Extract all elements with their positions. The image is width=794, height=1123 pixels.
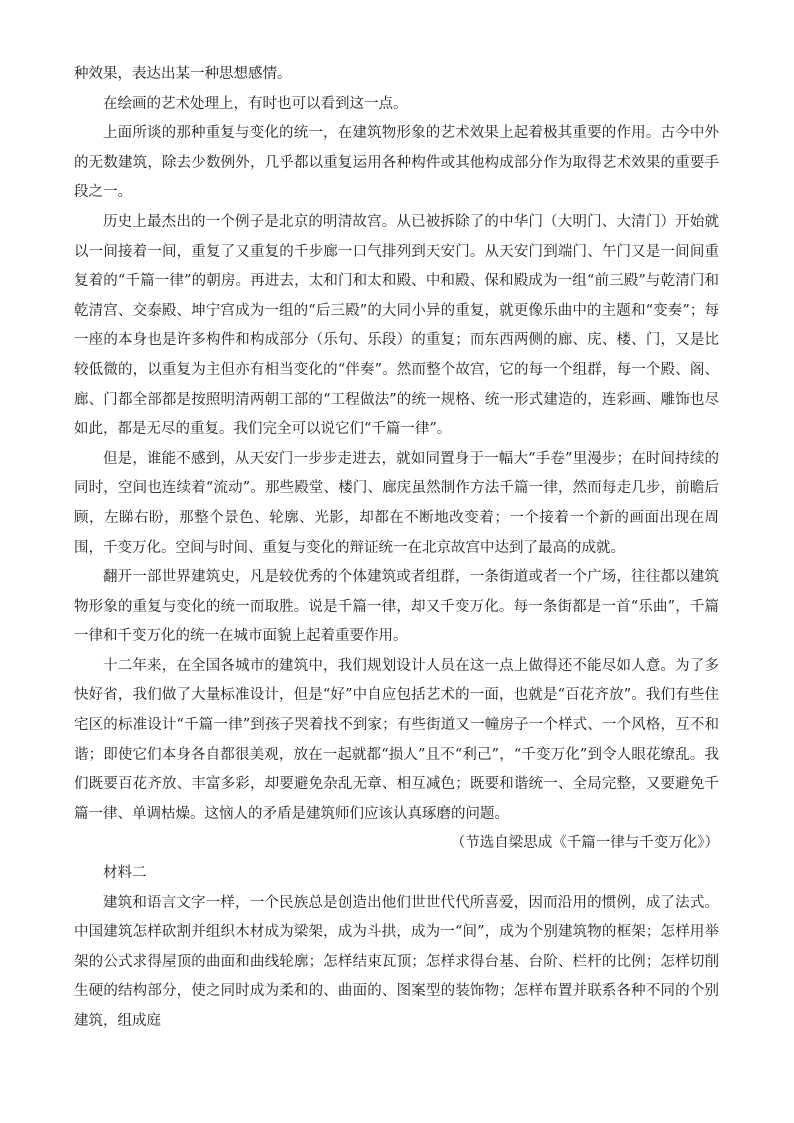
paragraph: 历史上最杰出的一个例子是北京的明清故宫。从已被拆除了的中华门（大明门、大清门）开始就以一间接着一间，重复了又重复的千步廊一口气排列到天安门。从天安门到端门、午门又是一间间重复着的“千篇一律”的朝房。再进去，太和门和太和殿、中和殿、保和殿成为一组“前三殿”与乾清门和乾清宫、交泰殿、坤宁宫成为一组的“后三殿”的大同小异的重复，就更像乐曲中的主题和“变奏”；每一座的本身也是许多构件和构成部分（乐句、乐段）的重复；而东西两侧的廊、庑、楼、门，又是比较低微的，以重复为主但亦有相当变化的“伴奏”。然而整个故宫，它的每一个组群，每一个殿、阁、廊、门都全部都是按照明清两朝工部的“工程做法”的统一规格、统一形式建造的，连彩画、雕饰也尽如此，都是无尽的重复。我们完全可以说它们“千篇一律”。 [74, 213, 719, 438]
paragraph: 建筑和语言文字一样，一个民族总是创造出他们世世代代所喜爱，因而沿用的惯例，成了法式。中国建筑怎样砍割并组织木材成为梁架，成为斗拱，成为一“间”，成为个别建筑物的框架；怎样用举架的公式求得屋顶的曲面和曲线轮廓；怎样结束瓦顶；怎样求得台基、台阶、栏杆的比例；怎样切削生硬的结构部分，使之同时成为柔和的、曲面的、图案型的装饰物；怎样布置并联系各种不同的个别建筑，组成庭 [74, 894, 719, 1029]
paragraph: 但是，谁能不感到，从天安门一步步走进去，就如同置身于一幅大“手卷”里漫步；在时间持续的同时，空间也连续着“流动”。那些殿堂、楼门、廊庑虽然制作方法千篇一律，然而每走几步，前瞻后顾，左睇右盼，那整个景色、轮廓、光影，却都在不断地改变着；一个接着一个新的画面出现在周围，千变万化。空间与时间、重复与变化的辩证统一在北京故宫中达到了最高的成就。 [74, 450, 719, 556]
section-heading: 材料二 [103, 865, 147, 882]
paragraph: 上面所谈的那种重复与变化的统一，在建筑物形象的艺术效果上起着极其重要的作用。古今中外的无数建筑，除去少数例外，几乎都以重复运用各种构件或其他构成部分作为取得艺术效果的重要手段之一。 [74, 125, 719, 201]
paragraph: 种效果，表达出某一种思想感情。 [74, 66, 292, 82]
paragraph: 翻开一部世界建筑史，凡是较优秀的个体建筑或者组群，一条街道或者一个广场，往往都以建筑物形象的重复与变化的统一而取胜。说是千篇一律，却又千变万化。每一条街都是一首“乐曲”，千篇一律和千变万化的统一在城市面貌上起着重要作用。 [74, 569, 719, 645]
paragraph: 十二年来，在全国各城市的建筑中，我们规划设计人员在这一点上做得还不能尽如人意。为了多快好省，我们做了大量标准设计，但是“好”中自应包括艺术的一面，也就是“百花齐放”。我们有些住宅区的标准设计“千篇一律”到孩子哭着找不到家；有些街道又一幢房子一个样式、一个风格，互不和谐；即使它们本身各自都很美观，放在一起就都“损人”且不“利己”，“千变万化”到令人眼花缭乱。我们既要百花齐放、丰富多彩，却要避免杂乱无章、相互减色；既要和谐统一、全局完整，又要避免千篇一律、单调枯燥。这恼人的矛盾是建筑师们应该认真琢磨的问题。 [74, 657, 719, 822]
source-citation: （节选自梁思成《千篇一律与千变万化》） [450, 835, 719, 852]
paragraph: 在绘画的艺术处理上，有时也可以看到这一点。 [103, 95, 408, 112]
document-body [74, 60, 719, 1037]
